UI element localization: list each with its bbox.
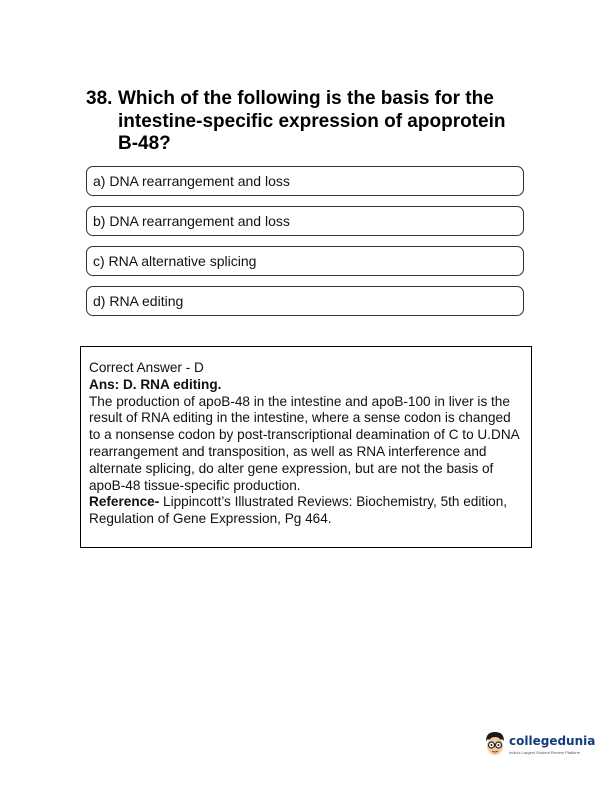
reference-label: Reference- — [89, 494, 160, 510]
reference-line — [89, 494, 525, 528]
answer-box — [80, 346, 532, 548]
option-d[interactable]: d) RNA editing — [86, 286, 524, 316]
mascot-icon — [482, 730, 508, 758]
collegedunia-logo — [482, 730, 596, 760]
option-b[interactable]: b) DNA rearrangement and loss — [86, 206, 524, 236]
answer-line: Ans: D. RNA editing. — [89, 376, 222, 392]
reference-text: Lippincott’s Illustrated Reviews: Biochemistry, 5th edition, Regulation of Gene Expression, Pg 464. — [89, 494, 508, 527]
question-number: 38. — [86, 88, 113, 109]
question-text: Which of the following is the basis for the intestine-specific expression of apoprotein B-48? — [118, 88, 506, 154]
logo-name: collegedunia — [509, 734, 596, 748]
logo-tagline: India's Largest Student Review Platform — [509, 750, 581, 755]
correct-answer-line: Correct Answer - D — [89, 360, 204, 375]
explanation-text: The production of apoB-48 in the intestine and apoB-100 in liver is the result of RNA editing in the intestine, where a sense codon is changed to a nonsense codon by post-transcriptional deamination of C to U.DNA rearrangement and transposition, as well as RNA interference and alternate splicing, do alter gene expression, but are not the basis of apoB-48 tissue-specific production. — [89, 393, 519, 493]
option-c[interactable]: c) RNA alternative splicing — [86, 246, 524, 276]
option-a[interactable]: a) DNA rearrangement and loss — [86, 166, 524, 196]
